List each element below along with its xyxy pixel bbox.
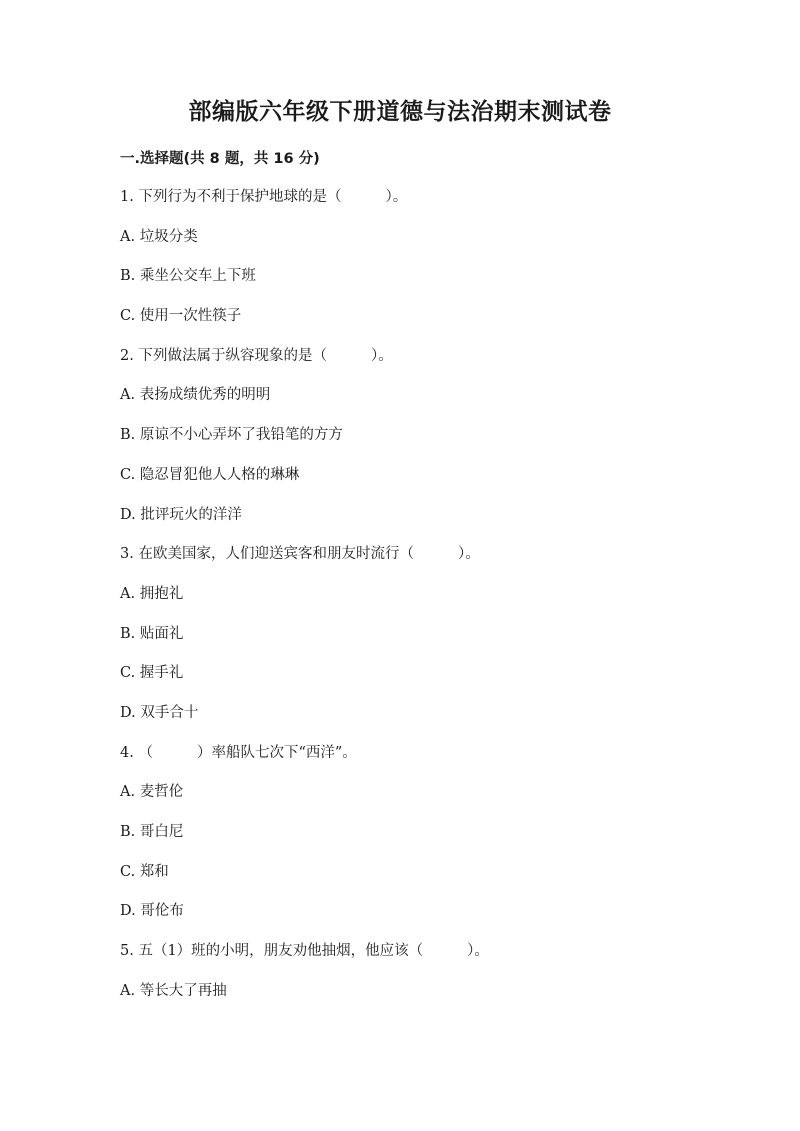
question-list [120,184,680,1017]
question-2 [120,343,680,383]
option-a: A. 麦哲伦 [120,784,184,801]
question-stem: 2. 下列做法属于纵容现象的是（ [120,347,327,364]
option-b: B. 贴面礼 [120,625,184,642]
question-stem-end: ）。 [457,546,480,563]
option-a: A. 表扬成绩优秀的明明 [120,387,271,404]
question-5 [120,938,680,978]
option-c: C. 使用一次性筷子 [120,308,242,325]
option-a: A. 等长大了再抽 [120,982,227,999]
question-stem: 4. （ [120,744,153,761]
option-d: D. 哥伦布 [120,903,184,920]
option-a: A. 垃圾分类 [120,228,198,245]
option-b: B. 哥白尼 [120,824,184,840]
option-c: C. 握手礼 [120,665,184,682]
question-stem-end: ）。 [370,347,393,364]
question-3 [120,541,680,581]
question-stem: 1. 下列行为不利于保护地球的是（ [120,189,342,205]
question-stem-end: ）。 [385,189,408,205]
question-1 [120,184,680,224]
option-a: A. 拥抱礼 [120,585,184,602]
exam-title: 部编版六年级下册道德与法治期末测试卷 [188,98,612,125]
question-stem-end: ）。 [467,943,489,960]
section-heading: 一.选择题(共 8 题，共 16 分) [120,151,320,167]
question-stem: 3. 在欧美国家，人们迎送宾客和朋友时流行（ [120,546,414,563]
option-b: B. 原谅不小心弄坏了我铅笔的方方 [120,427,343,444]
option-c: C. 隐忍冒犯他人人格的琳琳 [120,466,300,483]
option-d: D. 批评玩火的洋洋 [120,506,242,523]
option-d: D. 双手合十 [120,704,199,721]
option-b: B. 乘坐公交车上下班 [120,268,256,285]
question-4 [120,740,680,780]
question-stem-end: ）率船队七次下“西洋”。 [196,744,357,761]
option-c: C. 郑和 [120,863,169,880]
question-stem: 5. 五（1）班的小明，朋友劝他抽烟，他应该（ [120,943,424,960]
